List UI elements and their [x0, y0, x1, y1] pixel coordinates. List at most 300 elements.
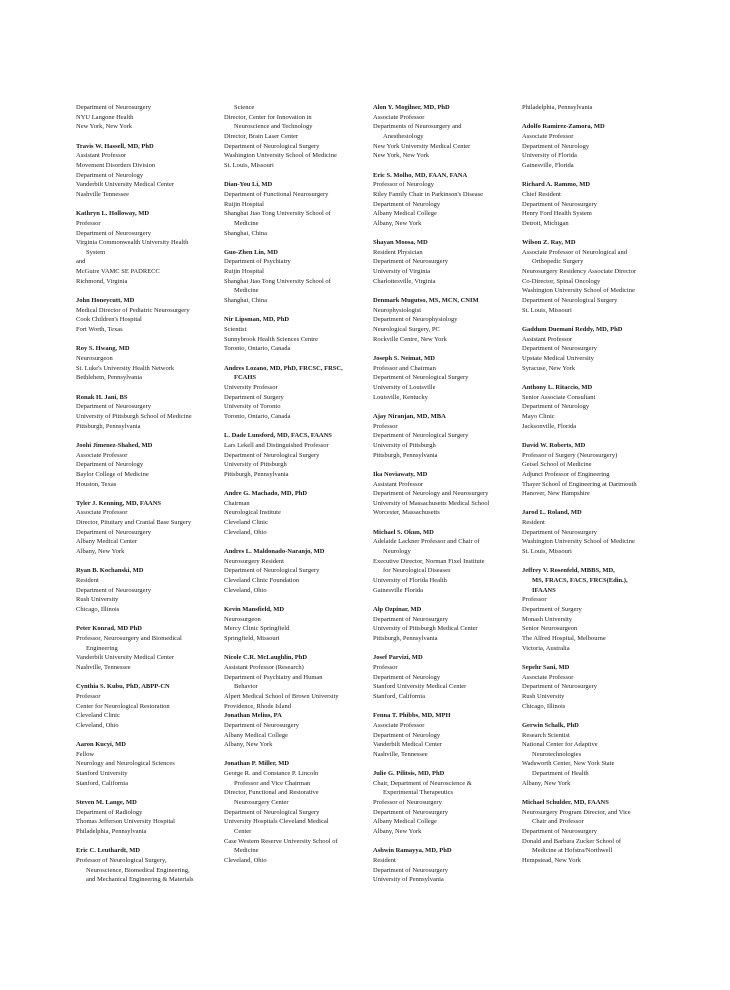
- affiliation-line: Professor of Neurosurgery: [373, 799, 442, 807]
- affiliation-line: Albany, New York: [373, 828, 422, 836]
- affiliation-line: Houston, Texas: [76, 480, 117, 488]
- contributor-name: Guo-Zhen Lin, MD: [224, 248, 278, 256]
- affiliation-line: Washington University School of Medicine: [224, 152, 337, 160]
- affiliation-line: Vanderbilt Medical Center: [373, 741, 442, 749]
- affiliation-line: Pittsburgh, Pennsylvania: [224, 470, 289, 478]
- contributor-name: Sepehr Sani, MD: [522, 663, 570, 671]
- affiliation-line: Virginia Commonwealth University Health: [76, 239, 189, 247]
- contributor-name: Steven M. Lange, MD: [76, 799, 137, 807]
- affiliation-line: Neurosurgeon: [224, 615, 261, 623]
- contributors-column-3: [373, 103, 523, 895]
- affiliation-line: University of Toronto: [224, 403, 281, 411]
- contributor-entry: [76, 740, 226, 788]
- affiliation-line: Henry Ford Health System: [522, 210, 592, 218]
- contributor-entry: [522, 798, 672, 866]
- affiliation-line: Scientist: [224, 326, 247, 334]
- affiliation-line: New York University Medical Center: [373, 142, 471, 150]
- affiliation-line: Associate Professor: [76, 509, 128, 517]
- affiliation-line: Department of Neurological Surgery: [373, 432, 469, 440]
- affiliation-line: Cleveland Clinic: [76, 712, 120, 720]
- affiliation-line: Co-Director, Spinal Oncology: [522, 277, 601, 285]
- contributor-entry: [76, 499, 226, 557]
- affiliation-line: New York, New York: [373, 152, 429, 160]
- contributor-entry: [522, 721, 672, 789]
- affiliation-line: Hanover, New Hampshire: [522, 490, 590, 498]
- affiliation-line: Thayer School of Engineering at Dartmouth: [522, 480, 637, 488]
- affiliation-line: Department of Neurological Surgery: [373, 374, 469, 382]
- contributor-name: Jeffrey V. Rosenfeld, MBBS, MD,: [522, 567, 615, 575]
- affiliation-line: University of Massachusetts Medical School: [373, 499, 490, 507]
- affiliation-line: Department of Neurosurgery: [76, 104, 151, 111]
- affiliation-line: Professor: [522, 596, 547, 604]
- affiliation-line: Medicine: [234, 219, 259, 227]
- contributor-name: Shayan Moosa, MD: [373, 239, 428, 247]
- affiliation-line: Albany, New York: [373, 219, 422, 227]
- contributor-name: Cynthia S. Kubu, PhD, ABPP-CN: [76, 683, 170, 691]
- contributor-name: Eric S. Molho, MD, FAAN, FANA: [373, 171, 468, 179]
- affiliation-line: St. Louis, Missouri: [224, 161, 274, 169]
- affiliation-line: Bethlehem, Pennsylvania: [76, 374, 143, 382]
- affiliation-line: Orthopedic Surgery: [532, 258, 584, 266]
- contributor-name: Gaddum Duemani Reddy, MD, PhD: [522, 326, 623, 334]
- affiliation-line: University of Florida: [522, 152, 577, 160]
- affiliation-line: Providence, Rhode Island: [224, 702, 291, 710]
- affiliation-line: Gainesville, Florida: [522, 161, 574, 169]
- affiliation-line: Department of Neurosurgery: [373, 258, 448, 266]
- affiliation-line: Associate Professor: [522, 673, 574, 681]
- affiliation-line: Cleveland Clinic Foundation: [224, 577, 300, 585]
- affiliation-line: Rockville Centre, New York: [373, 335, 447, 343]
- affiliation-line: Nashville Tennessee: [76, 190, 130, 198]
- contributors-column-4: [522, 103, 672, 875]
- affiliation-line: St. Louis, Missouri: [522, 548, 572, 556]
- contributor-name: Eric C. Leuthardt, MD: [76, 847, 141, 855]
- affiliation-line: Medical Director of Pediatric Neurosurgery: [76, 306, 190, 314]
- affiliation-line: Lars Lekell and Distinguished Professor: [224, 441, 329, 449]
- affiliation-line: Neurosurgery Center: [234, 799, 289, 807]
- affiliation-line: Chicago, Illinois: [76, 606, 120, 613]
- affiliation-line: Neurophysiologist: [373, 306, 422, 314]
- affiliation-line: Cleveland, Ohio: [76, 721, 119, 729]
- contributor-name: L. Dade Lunsford, MD, FACS, FAANS: [224, 432, 332, 440]
- affiliation-line: Department of Psychiatry: [224, 258, 291, 266]
- contributor-name: Alp Ozpinar, MD: [373, 606, 422, 613]
- affiliation-line: Department of Neurosurgery: [76, 586, 151, 594]
- affiliation-line: Victoria, Australia: [522, 644, 570, 652]
- contributor-entry: [76, 682, 226, 730]
- contributor-entry: [76, 393, 226, 432]
- contributor-entry: [76, 142, 226, 200]
- affiliation-line: Albany Medical College: [224, 731, 288, 739]
- contributor-name: Ika Noviawaty, MD: [373, 470, 428, 478]
- contributor-name: Denmark Mugutso, MS, MCN, CNIM: [373, 297, 479, 305]
- affiliation-line: Director, Functional and Restorative: [224, 789, 319, 797]
- affiliation-line: Neurological Surgery, PC: [373, 326, 440, 334]
- contributor-name: Fenna T. Phibbs, MD, MPH: [373, 712, 451, 720]
- affiliation-line: Nashville, Tennessee: [373, 750, 428, 758]
- affiliation-line: Pittsburgh, Pennsylvania: [373, 451, 438, 459]
- affiliation-line: Adjunct Professor of Engineering: [522, 470, 610, 478]
- affiliation-line: Shanghai Jiao Tong University School of: [224, 277, 331, 285]
- contributor-name: FCAHS: [234, 374, 257, 382]
- affiliation-line: Louisville, Kentucky: [373, 393, 428, 401]
- contributor-entry: [224, 180, 374, 238]
- affiliation-line: University Professor: [224, 383, 278, 391]
- affiliation-line: Director, Center for Innovation in: [224, 113, 312, 121]
- affiliation-line: Stanford, California: [373, 692, 425, 700]
- affiliation-line: Albany Medical College: [373, 818, 437, 826]
- contributor-name: Joohi Jimenez-Shahed, MD: [76, 441, 153, 449]
- affiliation-line: Resident: [76, 577, 99, 585]
- contributors-column-1: [76, 103, 226, 895]
- affiliation-line: Shanghai, China: [224, 229, 267, 237]
- affiliation-line: Shanghai Jiao Tong University School of: [224, 210, 331, 218]
- affiliation-line: Department of Neurosurgery: [373, 615, 448, 623]
- affiliation-line: Behavior: [234, 683, 258, 691]
- affiliation-line: Director, Pituitary and Cranial Base Surgery: [76, 519, 192, 527]
- contributor-entry: [373, 528, 523, 596]
- affiliation-line: Neurology: [383, 548, 411, 556]
- contributor-name: Andres L. Maldonado-Naranjo, MD: [224, 548, 325, 556]
- contributor-name: MS, FRACS, FACS, FRCS(Edin.),: [532, 577, 628, 585]
- contributor-name: Ryan B. Kochanski, MD: [76, 567, 144, 575]
- contributor-entry: [224, 605, 374, 644]
- affiliation-line: Chief Resident: [522, 190, 561, 198]
- affiliation-line: Albany, New York: [224, 741, 273, 749]
- affiliation-line: Department of Psychiatry and Human: [224, 673, 323, 681]
- affiliation-line: Medicine: [234, 847, 259, 855]
- affiliation-line: Toronto, Ontario, Canada: [224, 345, 291, 353]
- contributor-entry: [373, 296, 523, 344]
- affiliation-line: University of Pennsylvania: [373, 876, 444, 884]
- affiliation-line: New York, New York: [76, 123, 132, 131]
- contributor-entry: [224, 103, 374, 171]
- affiliation-line: Alpert Medical School of Brown University: [224, 692, 339, 700]
- affiliation-line: Engineering: [86, 644, 118, 652]
- contributor-entry: [522, 508, 672, 556]
- affiliation-line: Associate Professor: [373, 113, 425, 121]
- contributor-entry: [373, 711, 523, 759]
- affiliation-line: Stanford University: [76, 770, 128, 778]
- affiliation-line: for Neurological Diseases: [383, 567, 451, 575]
- contributor-entry: [76, 296, 226, 335]
- affiliation-line: Neurosurgeon: [76, 355, 113, 362]
- contributor-name: Ajay Niranjan, MD, MBA: [373, 412, 446, 420]
- affiliation-line: Department of Neurology: [522, 142, 590, 150]
- affiliation-line: Science: [234, 104, 255, 111]
- affiliation-line: Department of Neurosurgery: [373, 866, 448, 874]
- affiliation-line: Department of Neurophysiology: [373, 316, 458, 324]
- affiliation-line: Department of Neurosurgery: [522, 200, 597, 208]
- affiliation-line: Vanderbilt University Medical Center: [76, 654, 175, 662]
- contributor-name: Anthony L. Ritaccio, MD: [522, 383, 593, 391]
- contributor-entry: [224, 653, 374, 750]
- affiliation-line: Worcester, Massachusetts: [373, 509, 440, 517]
- affiliation-line: Shanghai, China: [224, 297, 267, 305]
- contributor-name: David W. Roberts, MD: [522, 441, 586, 449]
- contributor-entry: [76, 103, 226, 132]
- contributor-name: Tyler J. Kenning, MD, FAANS: [76, 499, 162, 507]
- affiliation-line: Department of Neurosurgery: [76, 528, 151, 536]
- affiliation-line: Associate Professor: [522, 132, 574, 140]
- affiliation-line: University of Pittsburgh: [373, 441, 436, 449]
- affiliation-line: Experimental Therapeutics: [383, 789, 454, 797]
- contributor-entry: [224, 431, 374, 479]
- affiliation-line: Rush University: [522, 692, 565, 700]
- affiliation-line: University of Florida Health: [373, 577, 447, 585]
- affiliation-line: Department of Functional Neurosurgery: [224, 190, 329, 198]
- affiliation-line: St. Luke's University Health Network: [76, 364, 175, 372]
- contributor-entry: [373, 238, 523, 286]
- affiliation-line: Fellow: [76, 750, 95, 758]
- contributor-entry: [373, 470, 523, 518]
- affiliation-line: Anesthesiology: [383, 132, 424, 140]
- affiliation-line: Professor and Vice Chairman: [234, 779, 311, 787]
- contributor-entry: [373, 846, 523, 885]
- contributor-entry: [522, 238, 672, 315]
- contributor-name: Andre G. Machado, MD, PhD: [224, 490, 308, 498]
- contributor-entry: [373, 103, 523, 161]
- contributor-entry: [373, 412, 523, 460]
- affiliation-line: Albany Medical Center: [76, 538, 138, 546]
- contributor-name: Travis W. Hassell, MD, PhD: [76, 142, 154, 150]
- affiliation-line: Adelaide Lackner Professor and Chair of: [373, 538, 480, 546]
- affiliation-line: NYU Langone Health: [76, 113, 134, 121]
- affiliation-line: Movement Disorders Division: [76, 161, 156, 169]
- affiliation-line: Medicine at Hofstra/Northwell: [532, 847, 613, 855]
- affiliation-line: Department of Neurology: [373, 200, 441, 208]
- affiliation-line: System: [86, 248, 106, 256]
- affiliation-line: Washington University School of Medicine: [522, 287, 635, 295]
- affiliation-line: Assistant Professor: [373, 480, 424, 488]
- affiliation-line: Pittsburgh, Pennsylvania: [373, 634, 438, 642]
- affiliation-line: Chair and Professor: [532, 818, 584, 826]
- contributor-entry: [522, 122, 672, 170]
- contributor-name: Nir Lipsman, MD, PhD: [224, 316, 290, 324]
- contributor-name: Ashwin Ramayya, MD, PhD: [373, 847, 452, 855]
- contributor-entry: [224, 759, 374, 865]
- affiliation-line: Cook Children's Hospital: [76, 316, 142, 324]
- affiliation-line: Neurology and Neurological Sciences: [76, 760, 175, 768]
- affiliation-line: Cleveland, Ohio: [224, 586, 267, 594]
- affiliation-line: Medicine: [234, 287, 259, 295]
- contributor-name: Richard A. Rammo, MD: [522, 181, 591, 189]
- affiliation-line: Assistant Professor: [76, 152, 127, 160]
- contributor-entry: [76, 566, 226, 614]
- contributor-entry: [522, 103, 672, 113]
- contributor-name: Julie G. Pilitsis, MD, PhD: [373, 770, 445, 778]
- contributor-entry: [373, 354, 523, 402]
- contributors-column-2: [224, 103, 374, 875]
- affiliation-line: Cleveland, Ohio: [224, 528, 267, 536]
- affiliation-line: Cleveland Clinic: [224, 519, 268, 527]
- affiliation-line: Neurotechnologies: [532, 750, 582, 758]
- affiliation-line: Department of Neurology: [373, 731, 441, 739]
- affiliation-line: Department of Neurological Surgery: [522, 297, 618, 305]
- contributor-entry: [522, 566, 672, 653]
- affiliation-line: Jacksonville, Florida: [522, 422, 577, 430]
- affiliation-line: Professor, Neurosurgery and Biomedical: [76, 634, 182, 642]
- affiliation-line: Neurosurgery Residency Associate Director: [522, 268, 637, 276]
- affiliation-line: Fort Worth, Texas: [76, 326, 123, 334]
- contributor-name: Kevin Mansfield, MD: [224, 606, 285, 613]
- contributor-entry: [522, 383, 672, 431]
- affiliation-line: Nashville, Tennessee: [76, 663, 131, 671]
- affiliation-line: Research Scientist: [522, 731, 570, 739]
- contributor-name: Wilson Z. Ray, MD: [522, 239, 576, 247]
- affiliation-line: Thomas Jefferson University Hospital: [76, 818, 175, 826]
- contributor-entry: [76, 441, 226, 489]
- contributor-name: Joseph S. Neimat, MD: [373, 355, 435, 362]
- contributor-name: Roy S. Hwang, MD: [76, 345, 130, 353]
- affiliation-line: Gainesville Florida: [373, 586, 424, 594]
- affiliation-line: and Mechanical Engineering & Materials: [86, 876, 194, 884]
- affiliation-line: Resident: [522, 519, 545, 527]
- contributor-entry: [76, 846, 226, 885]
- affiliation-line: Associate Professor of Neurological and: [522, 248, 628, 256]
- affiliation-line: Resident: [373, 857, 396, 864]
- affiliation-line: Albany, New York: [522, 779, 571, 787]
- affiliation-line: Toronto, Ontario, Canada: [224, 412, 291, 420]
- affiliation-line: Albany Medical College: [373, 210, 437, 218]
- affiliation-line: Stanford, California: [76, 779, 128, 787]
- affiliation-line: Richmond, Virginia: [76, 277, 128, 285]
- affiliation-line: Professor of Neurology: [373, 181, 435, 189]
- affiliation-line: Chicago, Illinois: [522, 702, 566, 710]
- affiliation-line: Department of Neurosurgery: [76, 229, 151, 237]
- affiliation-line: Philadelphia, Pennsylvania: [76, 828, 147, 836]
- affiliation-line: Albany, New York: [76, 548, 125, 556]
- contributor-entry: [373, 171, 523, 229]
- affiliation-line: Riley Family Chair in Parkinson's Disease: [373, 190, 484, 198]
- affiliation-line: Case Western Reserve University School of: [224, 837, 338, 845]
- contributor-name: Alon Y. Mogilner, MD, PhD: [373, 104, 450, 111]
- contributor-entry: [373, 769, 523, 837]
- contributor-entry: [76, 798, 226, 837]
- contributor-entry: [522, 180, 672, 228]
- contributor-name: Andres Lozano, MD, PhD, FRCSC, FRSC,: [224, 364, 343, 372]
- contributor-entry: [522, 441, 672, 499]
- affiliation-line: Department of Neurology: [76, 461, 144, 469]
- contributor-entry: [373, 605, 523, 644]
- contributor-name: Michael S. Okun, MD: [373, 528, 434, 536]
- affiliation-line: Resident Physician: [373, 248, 423, 256]
- affiliation-line: Professor and Chairman: [373, 364, 436, 372]
- affiliation-line: Upstate Medical University: [522, 355, 594, 362]
- affiliation-line: University of Pittsburgh School of Medicine: [76, 412, 192, 420]
- affiliation-line: Mayo Clinic: [522, 412, 555, 420]
- affiliation-line: Neurosurgery Program Director, and Vice: [522, 808, 631, 816]
- affiliation-line: St. Louis, Missouri: [522, 306, 572, 314]
- affiliation-line: Department of Surgery: [224, 393, 284, 401]
- affiliation-line: Department of Neurosurgery: [522, 345, 597, 353]
- affiliation-line: Center for Neurological Restoration: [76, 702, 170, 710]
- affiliation-line: Department of Neurological Surgery: [224, 142, 320, 150]
- affiliation-line: Center: [234, 828, 252, 836]
- contributor-entry: [224, 489, 374, 537]
- contributor-name: Josef Parvizi, MD: [373, 654, 423, 662]
- affiliation-line: The Alfred Hospital, Melbourne: [522, 634, 606, 642]
- affiliation-line: Assistant Professor (Research): [224, 663, 304, 671]
- affiliation-line: Neurological Institute: [224, 509, 281, 517]
- affiliation-line: Ruijin Hospital: [224, 200, 264, 208]
- affiliation-line: Hempstead, New York: [522, 857, 581, 865]
- affiliation-line: Philadelphia, Pennsylvania: [522, 104, 593, 111]
- contributor-name: Nicole C.R. McLaughlin, PhD: [224, 654, 308, 662]
- affiliation-line: Donald and Barbara Zucker School of: [522, 837, 622, 845]
- contributor-name: Dian-You Li, MD: [224, 181, 273, 189]
- affiliation-line: McGuire VAMC SE PADRECC: [76, 268, 160, 276]
- affiliation-line: Department of Radiology: [76, 808, 143, 816]
- affiliation-line: Department of Neurological Surgery: [224, 567, 320, 575]
- contributor-name: Ronak H. Jani, BS: [76, 393, 128, 401]
- contributor-name: Michael Schulder, MD, FAANS: [522, 799, 609, 807]
- affiliation-line: University of Louisville: [373, 383, 436, 391]
- contributor-entry: [522, 663, 672, 711]
- contributor-name: Jonathan P. Miller, MD: [224, 760, 290, 768]
- affiliation-line: Monash University: [522, 615, 573, 623]
- affiliation-line: Neurosurgery Resident: [224, 557, 284, 565]
- contributor-entry: [76, 209, 226, 286]
- affiliation-line: Departments of Neurosurgery and: [373, 123, 462, 131]
- affiliation-line: Syracuse, New York: [522, 364, 576, 372]
- affiliation-line: Department of Neurology: [373, 673, 441, 681]
- affiliation-line: Rush University: [76, 596, 119, 604]
- affiliation-line: Assistant Professor: [522, 335, 573, 343]
- affiliation-line: Senior Neurosurgeon: [522, 625, 578, 633]
- affiliation-line: Senior Associate Consultant: [522, 393, 596, 401]
- affiliation-line: Professor: [76, 219, 101, 227]
- affiliation-line: Department of Neurological Surgery: [224, 808, 320, 816]
- affiliation-line: Department of Neurology and Neurosurgery: [373, 490, 489, 498]
- affiliation-line: Professor: [373, 422, 398, 430]
- affiliation-line: Department of Health: [532, 770, 589, 778]
- affiliation-line: University of Pittsburgh Medical Center: [373, 625, 478, 633]
- affiliation-line: Chair, Department of Neuroscience &: [373, 779, 472, 787]
- affiliation-line: Sunnybrook Health Sciences Centre: [224, 335, 319, 343]
- affiliation-line: Geisel School of Medicine: [522, 461, 592, 469]
- affiliation-line: Associate Professor: [76, 451, 128, 459]
- contributor-entry: [224, 248, 374, 306]
- contributor-name: Peter Konrad, MD PhD: [76, 625, 142, 633]
- affiliation-line: Department of Neurosurgery: [522, 683, 597, 691]
- contributor-entry: [373, 653, 523, 701]
- affiliation-line: George R. and Constance P. Lincoln: [224, 770, 319, 778]
- affiliation-line: Mercy Clinic Springfield: [224, 625, 290, 633]
- affiliation-line: Charlottesville, Virginia: [373, 277, 436, 285]
- affiliation-line: Department of Neurology: [522, 403, 590, 411]
- affiliation-line: Springfield, Missouri: [224, 634, 280, 642]
- affiliation-line: Detroit, Michigan: [522, 219, 569, 227]
- affiliation-line: Executive Director, Norman Fixel Institute: [373, 557, 485, 565]
- contributor-entry: [76, 344, 226, 383]
- affiliation-line: University of Virginia: [373, 268, 431, 276]
- affiliation-line: National Center for Adaptive: [522, 741, 598, 749]
- affiliation-line: Wadsworth Center, New York State: [522, 760, 615, 768]
- contributor-entry: [224, 315, 374, 354]
- contributor-entry: [224, 364, 374, 422]
- affiliation-line: Baylor College of Medicine: [76, 470, 149, 478]
- contributor-name: Gerwin Schalk, PhD: [522, 721, 579, 729]
- contributor-name: IFAANS: [532, 586, 556, 594]
- affiliation-line: Department of Neurosurgery: [373, 808, 448, 816]
- affiliation-line: Professor of Neurological Surgery,: [76, 856, 167, 864]
- affiliation-line: Ruijin Hospital: [224, 268, 264, 276]
- affiliation-line: Department of Neurosurgery: [522, 528, 597, 536]
- affiliation-line: Chairman: [224, 499, 250, 507]
- contributor-name: Aaron Kucyi, MD: [76, 741, 126, 749]
- affiliation-line: Professor: [76, 692, 101, 700]
